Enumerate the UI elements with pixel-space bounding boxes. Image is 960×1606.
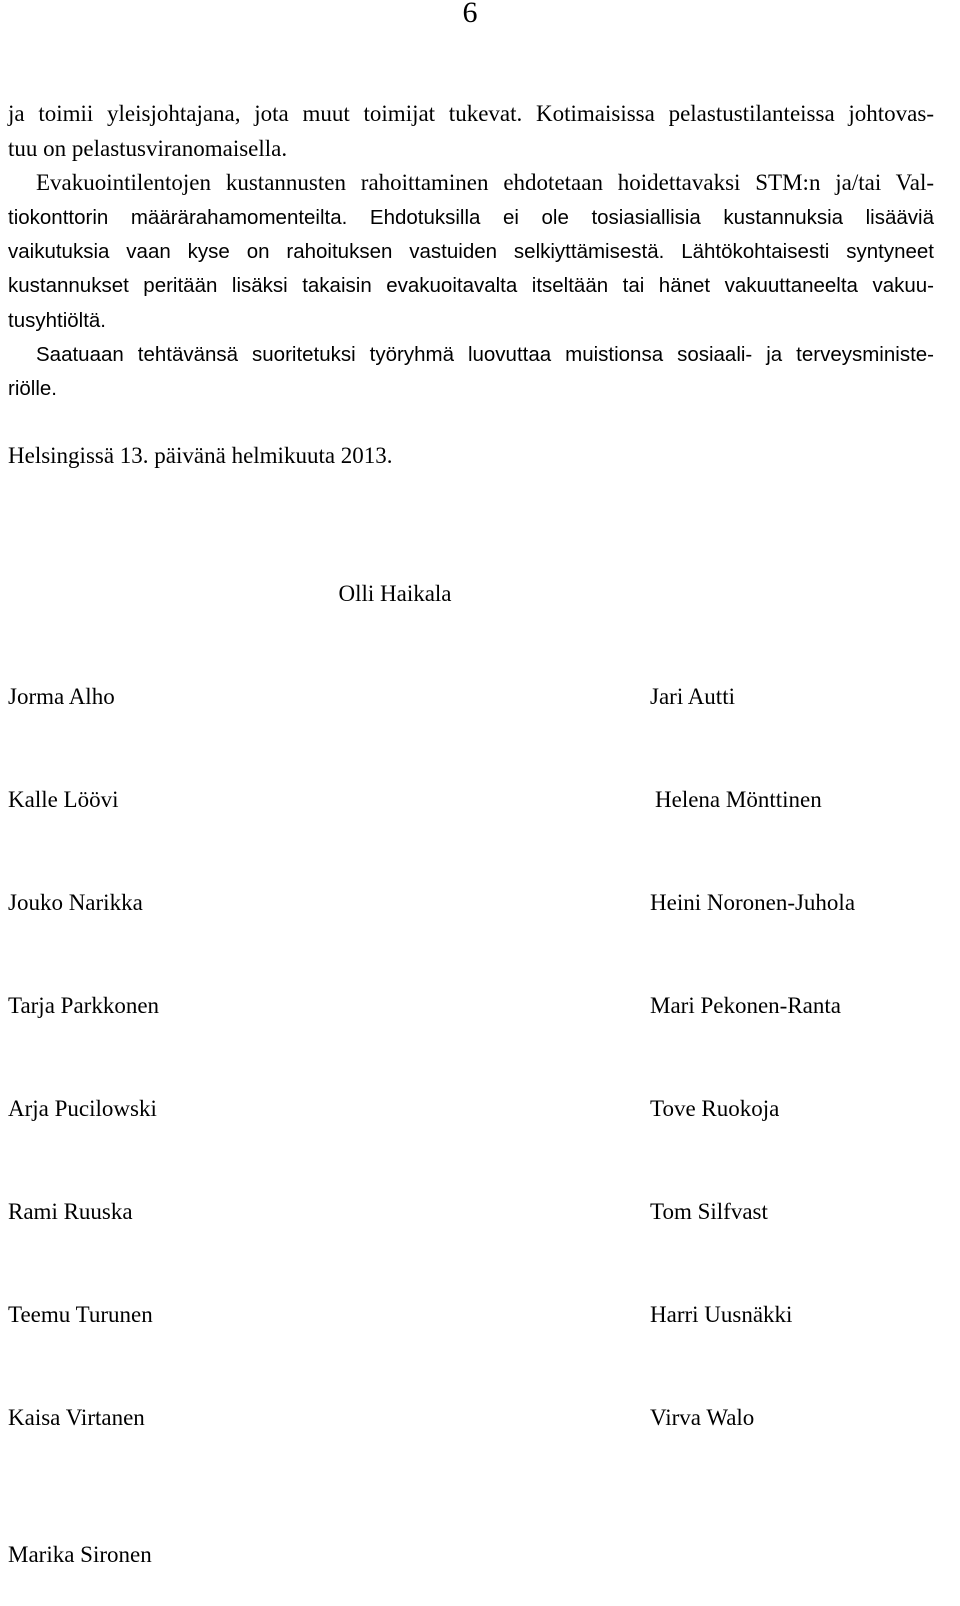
signature-name: Tom Silfvast xyxy=(650,1199,768,1224)
signature-name: Harri Uusnäkki xyxy=(650,1302,793,1327)
signature-name: Kalle Löövi xyxy=(8,787,119,812)
signature-name: Jorma Alho xyxy=(8,684,115,709)
paragraph-line: ja toimii yleisjohtajana, jota muut toimijat tukevat. Kotimaisissa pelastustilanteissa johtovas- xyxy=(8,101,934,126)
signature-name: Rami Ruuska xyxy=(8,1199,133,1224)
signature-name: Virva Walo xyxy=(650,1405,755,1430)
signature-name: Marika Sironen xyxy=(8,1542,152,1567)
paragraph-line: kustannukset peritään lisäksi takaisin evakuoitavalta itseltään tai hänet vakuuttaneelta vakuu- xyxy=(8,274,934,297)
paragraph-line: Evakuointilentojen kustannusten rahoittaminen ehdotetaan hoidettavaksi STM:n ja/tai Val- xyxy=(36,170,934,195)
paragraph-line: Saatuaan tehtävänsä suoritetuksi työryhmä luovuttaa muistionsa sosiaali- ja terveysministe- xyxy=(36,343,934,366)
signature-name: Tove Ruokoja xyxy=(650,1096,780,1121)
signature-name: Tarja Parkkonen xyxy=(8,993,160,1018)
signature-name: Heini Noronen-Juhola xyxy=(650,890,856,915)
signature-name: Kaisa Virtanen xyxy=(8,1405,145,1430)
paragraph-line: vaikutuksia vaan kyse on rahoituksen vastuiden selkiyttämisestä. Lähtökohtaisesti syntyneet xyxy=(8,240,934,263)
paragraph-line: tusyhtiöltä. xyxy=(8,309,106,332)
place-date: Helsingissä 13. päivänä helmikuuta 2013. xyxy=(8,443,393,468)
paragraph-line: tiokonttorin määrärahamomenteilta. Ehdotuksilla ei ole tosiasiallisia kustannuksia lisääviä xyxy=(8,206,934,229)
signature-name: Helena Mönttinen xyxy=(655,787,822,812)
signature-name: Mari Pekonen-Ranta xyxy=(650,993,841,1018)
signature-name: Jouko Narikka xyxy=(8,890,143,915)
signature-name: Teemu Turunen xyxy=(8,1302,153,1327)
paragraph-line: tuu on pelastusviranomaisella. xyxy=(8,136,288,161)
signature-name: Jari Autti xyxy=(650,684,735,709)
paragraph-line: riölle. xyxy=(8,377,57,400)
chair-signature: Olli Haikala xyxy=(338,581,452,606)
signature-name: Arja Pucilowski xyxy=(8,1096,157,1121)
page-number: 6 xyxy=(462,0,478,29)
